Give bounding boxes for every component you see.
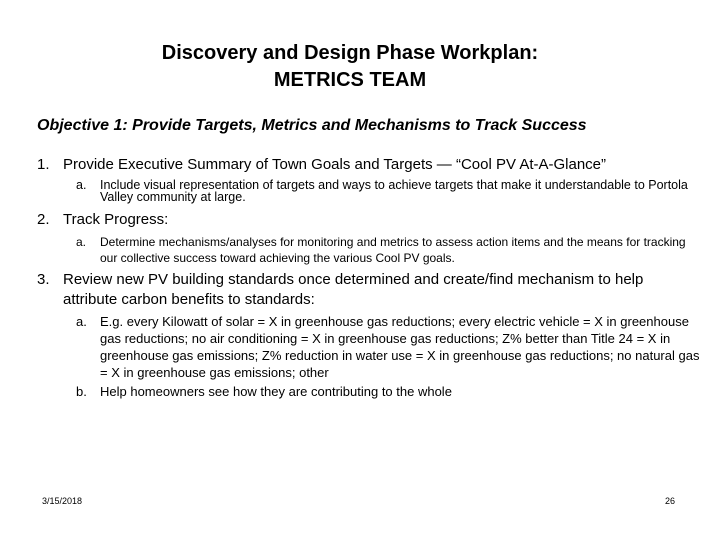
- slide-title: [0, 40, 700, 94]
- footer-page-number: 26: [665, 496, 676, 506]
- list-item-1-number: 1.: [37, 156, 50, 173]
- footer-date: 3/15/2018: [42, 496, 83, 506]
- list-item-3b-text: Help homeowners see how they are contributing to the whole: [100, 384, 452, 399]
- list-item-3a: [76, 313, 701, 381]
- list-item-1a: [76, 179, 701, 203]
- list-item-3b: [76, 383, 701, 400]
- slide-title-line-1: Discovery and Design Phase Workplan:: [161, 42, 539, 64]
- slide-title-line-2: METRICS TEAM: [273, 69, 427, 91]
- list-item-2-text: Track Progress:: [63, 211, 169, 228]
- list-item-1: [37, 155, 697, 175]
- list-item-2a-text: Determine mechanisms/analyses for monitoring and metrics to assess action items and the means for tracking our collective success toward achieving the various Cool PV goals.: [100, 235, 686, 265]
- list-item-3a-text: E.g. every Kilowatt of solar = X in greenhouse gas reductions; every electric vehicle = X in greenhouse gas reductions; no air conditioning = X in greenhouse gas reductions; Z% better than Title 24 = X in greenhouse gas emissions; Z% reduction in water use = X in greenhouse gas reductions; no natural gas = X in greenhouse gas emissions; other: [100, 314, 700, 380]
- list-item-3b-letter: b.: [76, 384, 87, 399]
- list-item-3-text: Review new PV building standards once determined and create/find mechanism to help attribute carbon benefits to standards:: [63, 271, 644, 308]
- list-item-1-subs: [76, 179, 701, 205]
- list-item-1-text: Provide Executive Summary of Town Goals and Targets — “Cool PV At-A-Glance”: [63, 156, 607, 173]
- list-item-3a-letter: a.: [76, 314, 87, 329]
- list-item-1a-text: Include visual representation of targets and ways to achieve targets that make it understandable to Portola Valley community at large.: [100, 178, 688, 204]
- list-item-3: [37, 270, 697, 310]
- list-item-2-number: 2.: [37, 211, 50, 228]
- list-item-3-subs: [76, 313, 701, 402]
- list-item-2-subs: [76, 234, 701, 268]
- objective-heading: Objective 1: Provide Targets, Metrics and Mechanisms to Track Success: [37, 117, 587, 134]
- list-item-2a: [76, 234, 701, 266]
- list-item-3-number: 3.: [37, 271, 50, 288]
- list-item-2: [37, 210, 697, 230]
- list-item-1a-letter: a.: [76, 178, 87, 192]
- list-item-2a-letter: a.: [76, 235, 87, 249]
